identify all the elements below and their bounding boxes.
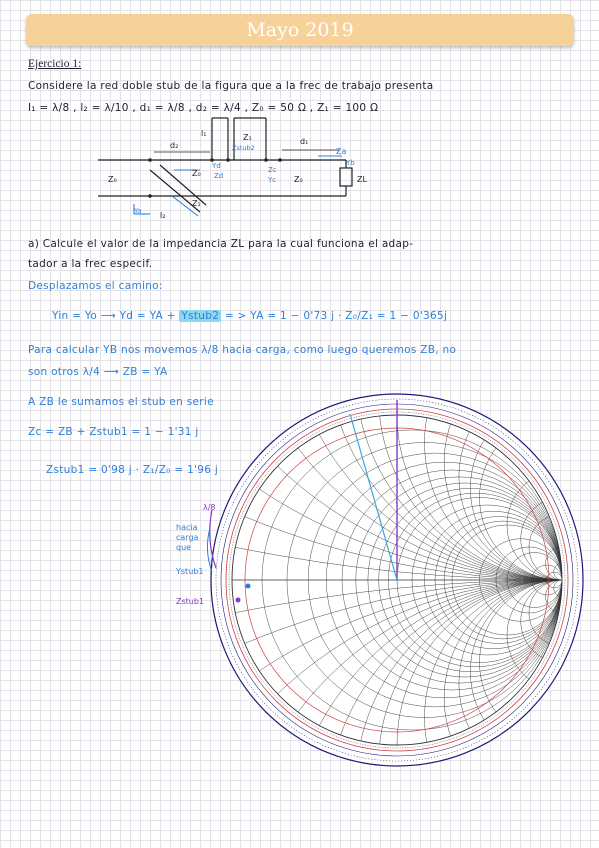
label-ya: Ya (134, 207, 142, 215)
ystub2-highlight: Ystub2 (181, 310, 220, 322)
zstub1-label: Zstub1 (176, 597, 205, 606)
equation-1-right: = > YA = 1 − 0'73 j · Z₀/Z₁ = 1 − 0'365j (221, 310, 448, 322)
solution-step-2b: son otros λ/4 ⟶ ZB = YA (28, 366, 168, 378)
equation-3: Zstub1 = 0'98 j · Z₁/Z₀ = 1'96 j (46, 464, 219, 476)
equation-1-left: Yin = Yo ⟶ Yd = YA + (52, 310, 180, 322)
label-yd: Yd (212, 162, 221, 170)
label-d1: d₁ (300, 137, 309, 146)
zstub1-point (236, 598, 241, 603)
page-title: Mayo 2019 (246, 19, 354, 41)
ystub1-label: Ystub1 (176, 567, 204, 576)
hacia-label-2: carga (176, 533, 199, 542)
label-z0-right: Z₀ (294, 175, 303, 184)
hacia-label-3: que (176, 543, 192, 552)
exercise-heading: Ejercicio 1: (28, 58, 82, 70)
label-z1-top: Z₁ (243, 133, 252, 142)
label-z1-bot: Z₁ (192, 199, 201, 208)
label-z0-mid: Z₀ (192, 169, 201, 178)
statement-line-2: l₁ = λ/8 , l₂ = λ/10 , d₁ = λ/8 , d₂ = λ/4 , Z₀ = 50 Ω , Z₁ = 100 Ω (28, 102, 379, 114)
solution-step-2a: Para calcular YB nos movemos λ/8 hacia carga, como luego queremos ZB, no (28, 344, 457, 356)
solution-step-3: A ZB le sumamos el stub en serie (28, 396, 214, 408)
lambda8-label: λ/8 (203, 503, 216, 512)
part-a-line-2: tador a la frec especif. (28, 258, 153, 270)
label-zstub2: Zstub2 (232, 144, 255, 152)
label-l1: l₁ (201, 129, 207, 138)
label-zc: Zc (268, 166, 277, 174)
label-z0-left: Z₀ (108, 175, 117, 184)
label-yb: Yb (346, 159, 355, 167)
statement-line-1: Considere la red doble stub de la figura que a la frec de trabajo presenta (28, 80, 434, 92)
equation-2: Zc = ZB + Zstub1 = 1 − 1'31 j (28, 426, 199, 438)
ystub1-point (246, 584, 251, 589)
label-za: Za (336, 147, 347, 156)
hacia-label-1: hacia (176, 523, 198, 532)
label-d2: d₂ (170, 141, 179, 150)
part-a-line-1: a) Calcule el valor de la impedancia ZL para la cual funciona el adap- (28, 238, 414, 250)
label-yc: Yc (268, 176, 277, 184)
label-zl: ZL (357, 175, 367, 184)
label-zd: Zd (214, 172, 224, 180)
label-l2: l₂ (160, 211, 166, 220)
solution-step-1: Desplazamos el camino: (28, 280, 163, 292)
